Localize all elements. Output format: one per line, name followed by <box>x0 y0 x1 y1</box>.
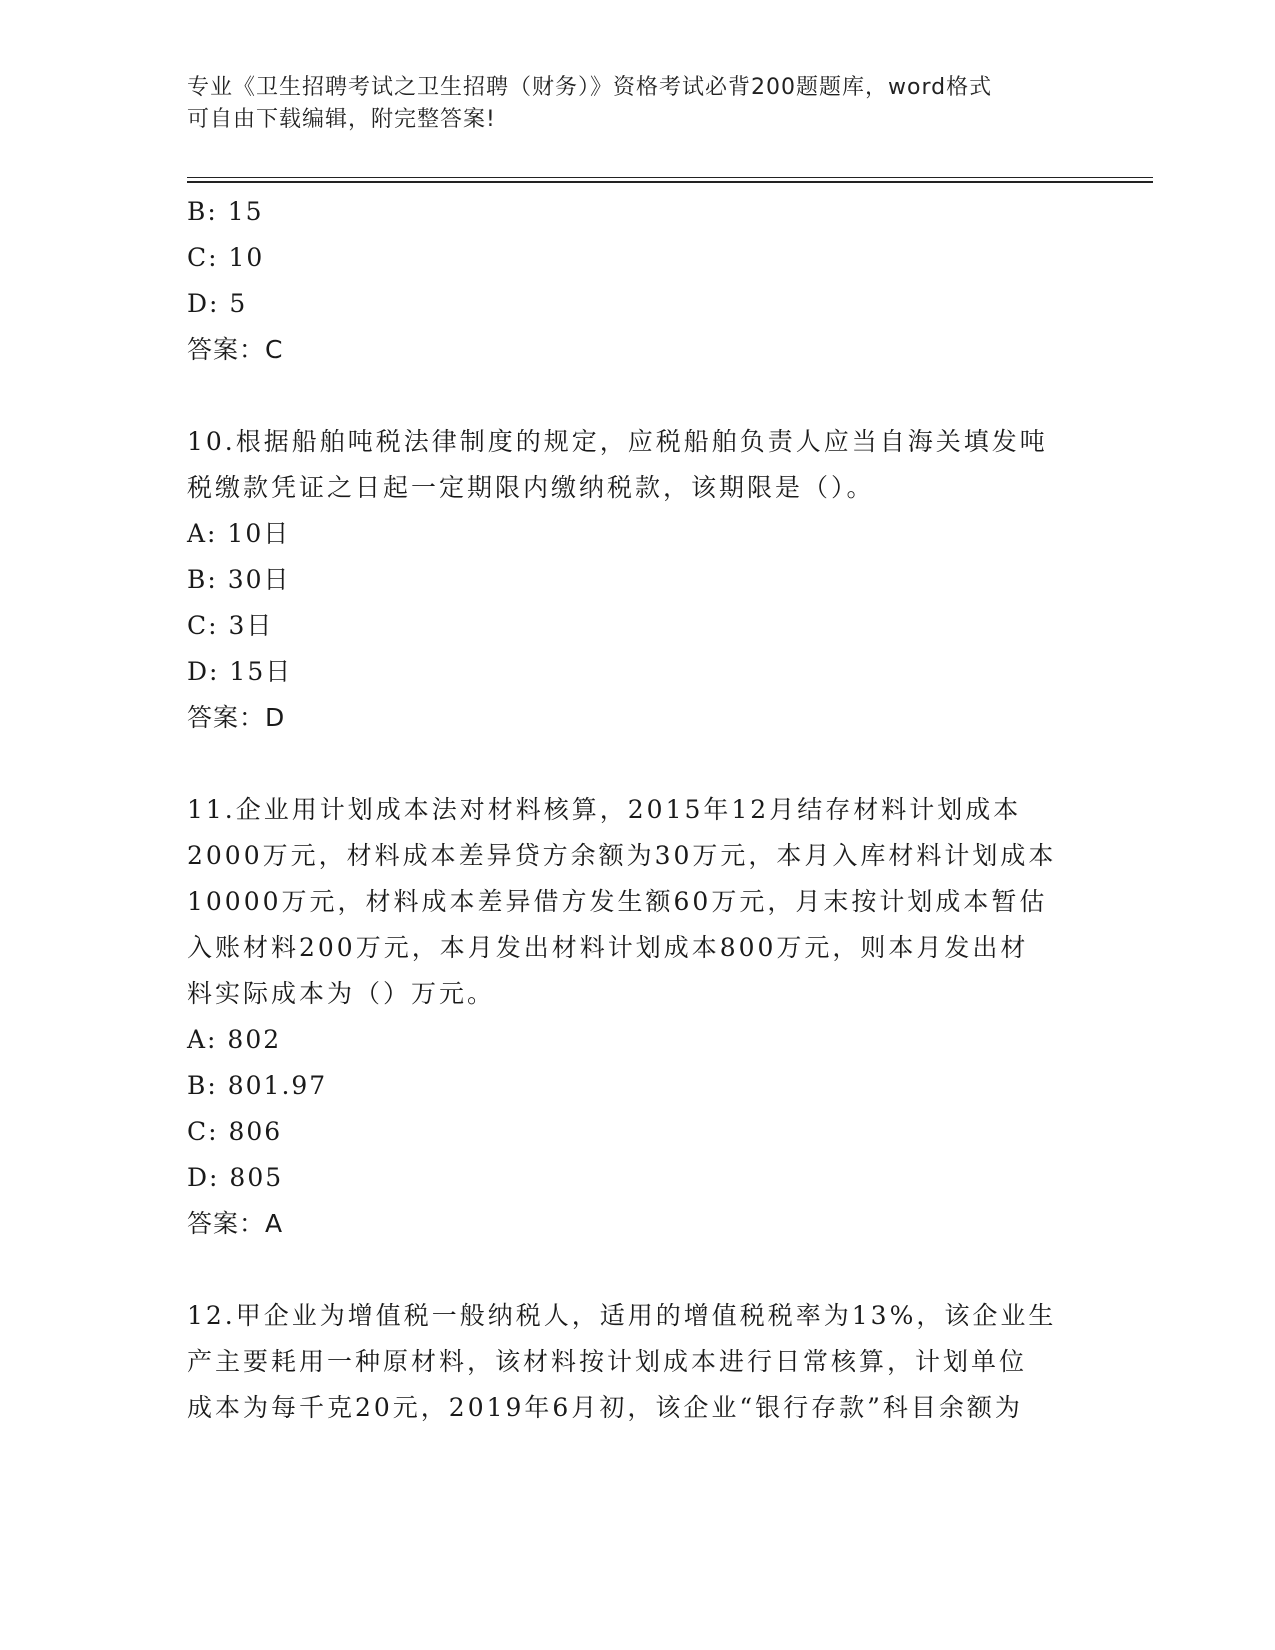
question-stem-line: 11.企业用计划成本法对材料核算，2015年12月结存材料计划成本 <box>187 795 1022 824</box>
header-line-1: 专业《卫生招聘考试之卫生招聘（财务）》资格考试必背200题题库，word格式 <box>187 75 993 100</box>
option-b: B: 30日 <box>187 565 291 594</box>
question-stem-line: 10.根据船舶吨税法律制度的规定，应税船舶负责人应当自海关填发吨 <box>187 427 1048 456</box>
question-10 <box>187 419 1087 741</box>
option-d: D: 15日 <box>187 657 293 686</box>
option-c: C: 3日 <box>187 611 274 640</box>
header-line-2: 可自由下载编辑，附完整答案! <box>187 107 496 132</box>
question-stem-line: 税缴款凭证之日起一定期限内缴纳税款，该期限是（）。 <box>187 473 875 502</box>
answer: 答案：A <box>187 1209 284 1238</box>
question-stem-line: 成本为每千克20元，2019年6月初，该企业“银行存款”科目余额为 <box>187 1393 1023 1422</box>
question-list <box>187 189 1087 1431</box>
question-stem-line: 入账材料200万元，本月发出材料计划成本800万元，则本月发出材 <box>187 933 1029 962</box>
header-divider-thick <box>187 181 1153 183</box>
header-divider-thin <box>187 177 1153 178</box>
question-stem-line: 产主要耗用一种原材料，该材料按计划成本进行日常核算，计划单位 <box>187 1347 1028 1376</box>
answer: 答案：D <box>187 703 286 732</box>
question-9 <box>187 189 1087 373</box>
option-a: A: 10日 <box>187 519 291 548</box>
option-b: B: 801.97 <box>187 1071 328 1100</box>
question-stem-line: 10000万元，材料成本差异借方发生额60万元，月末按计划成本暂估 <box>187 887 1048 916</box>
option-a: A: 802 <box>187 1025 282 1054</box>
option-c: C: 806 <box>187 1117 283 1146</box>
document-header <box>187 72 1087 136</box>
option-b: B: 15 <box>187 197 264 226</box>
option-c: C: 10 <box>187 243 265 272</box>
question-stem-line: 12.甲企业为增值税一般纳税人，适用的增值税税率为13%，该企业生 <box>187 1301 1057 1330</box>
question-stem-line: 2000万元，材料成本差异贷方余额为30万元，本月入库材料计划成本 <box>187 841 1057 870</box>
option-d: D: 5 <box>187 289 248 318</box>
question-stem-line: 料实际成本为（）万元。 <box>187 979 496 1008</box>
question-12 <box>187 1293 1087 1431</box>
question-11 <box>187 787 1087 1247</box>
option-d: D: 805 <box>187 1163 284 1192</box>
answer: 答案：C <box>187 335 284 364</box>
